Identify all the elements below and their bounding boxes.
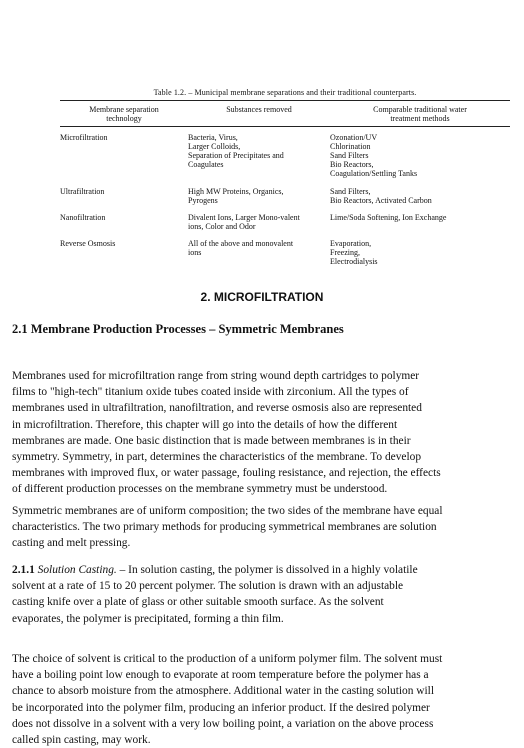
header-membrane-technology: Membrane separation technology [89, 105, 159, 123]
paragraph: Membranes used for microfiltration range from string wound depth cartridges to polymer films to "high-tech" titanium oxide tubes coated inside with zirconium. All the types of membranes used in ultrafiltration, nanofiltration, and reverse osmosis also are represented in microfiltration. Therefore, this chapter will go into the details of how the different membranes are made. One basic distinction that is made between membranes is in their symmetry. Symmetry, in part, determines the characteristics of the membrane. To develop membranes with improved flux, or water passage, fouling resistance, and rejection, the effects of different production processes on the membrane symmetry must be understood. [12, 370, 441, 496]
table-cell: Ozonation/UV Chlorination Sand Filters Bio Reactors, Coagulation/Settling Tanks [330, 133, 418, 178]
header-traditional-methods: Comparable traditional water treatment methods [373, 105, 467, 123]
table-row [60, 239, 510, 266]
table-row [60, 187, 510, 205]
table-cell: High MW Proteins, Organics, Pyrogens [188, 187, 284, 205]
table-cell: All of the above and monovalent ions [188, 239, 294, 257]
paragraph: 2.1.1 Solution Casting. – In solution casting, the polymer is dissolved in a highly volatile solvent at a rate of 15 to 20 percent polymer. The solution is drawn with an adjustable casting knife over a plate of glass or other suitable smooth surface. As the solvent evaporates, the polymer is precipitated, forming a thin film. [12, 564, 418, 625]
section-title: 2. MICROFILTRATION [200, 290, 324, 304]
table-caption: Table 1.2. – Municipal membrane separations and their traditional counterparts. [153, 88, 417, 97]
header-substances-removed: Substances removed [226, 105, 292, 114]
paragraph: Symmetric membranes are of uniform composition; the two sides of the membrane have equal characteristics. The two primary methods for producing symmetrical membranes are solution casting and melt pressing. [12, 505, 443, 550]
table-row [60, 133, 510, 178]
table-cell: Divalent Ions, Larger Mono-valent ions, Color and Odor [188, 213, 300, 231]
table-cell: Evaporation, Freezing, Electrodialysis [330, 239, 378, 266]
table-cell: Lime/Soda Softening, Ion Exchange [330, 213, 447, 222]
membrane-table [60, 100, 510, 266]
table-cell: Bacteria, Virus, Larger Colloids, Separation of Precipitates and Coagulates [188, 133, 284, 169]
table-cell: Microfiltration [60, 133, 108, 142]
paragraph: The choice of solvent is critical to the production of a uniform polymer film. The solvent must have a boiling point low enough to evaporate at room temperature before the polymer has a chance to absorb moisture from the atmosphere. Additional water in the casting solution will be incorporated into the polymer film, producing an inferior product. If the desired polymer does not dissolve in a solvent with a very low boiling point, a variation on the above process called spin casting, may work. [12, 653, 443, 747]
table-cell: Sand Filters, Bio Reactors, Activated Carbon [330, 187, 432, 205]
table-cell: Nanofiltration [60, 213, 106, 222]
table-row [60, 213, 510, 231]
table-cell: Reverse Osmosis [60, 239, 116, 248]
subsection-heading: 2.1 Membrane Production Processes – Symmetric Membranes [12, 322, 344, 336]
table-header-row [60, 101, 510, 127]
table-cell: Ultrafiltration [60, 187, 105, 196]
subsubsection-title: Solution Casting. [37, 564, 117, 576]
subsubsection-number: 2.1.1 [12, 564, 35, 576]
